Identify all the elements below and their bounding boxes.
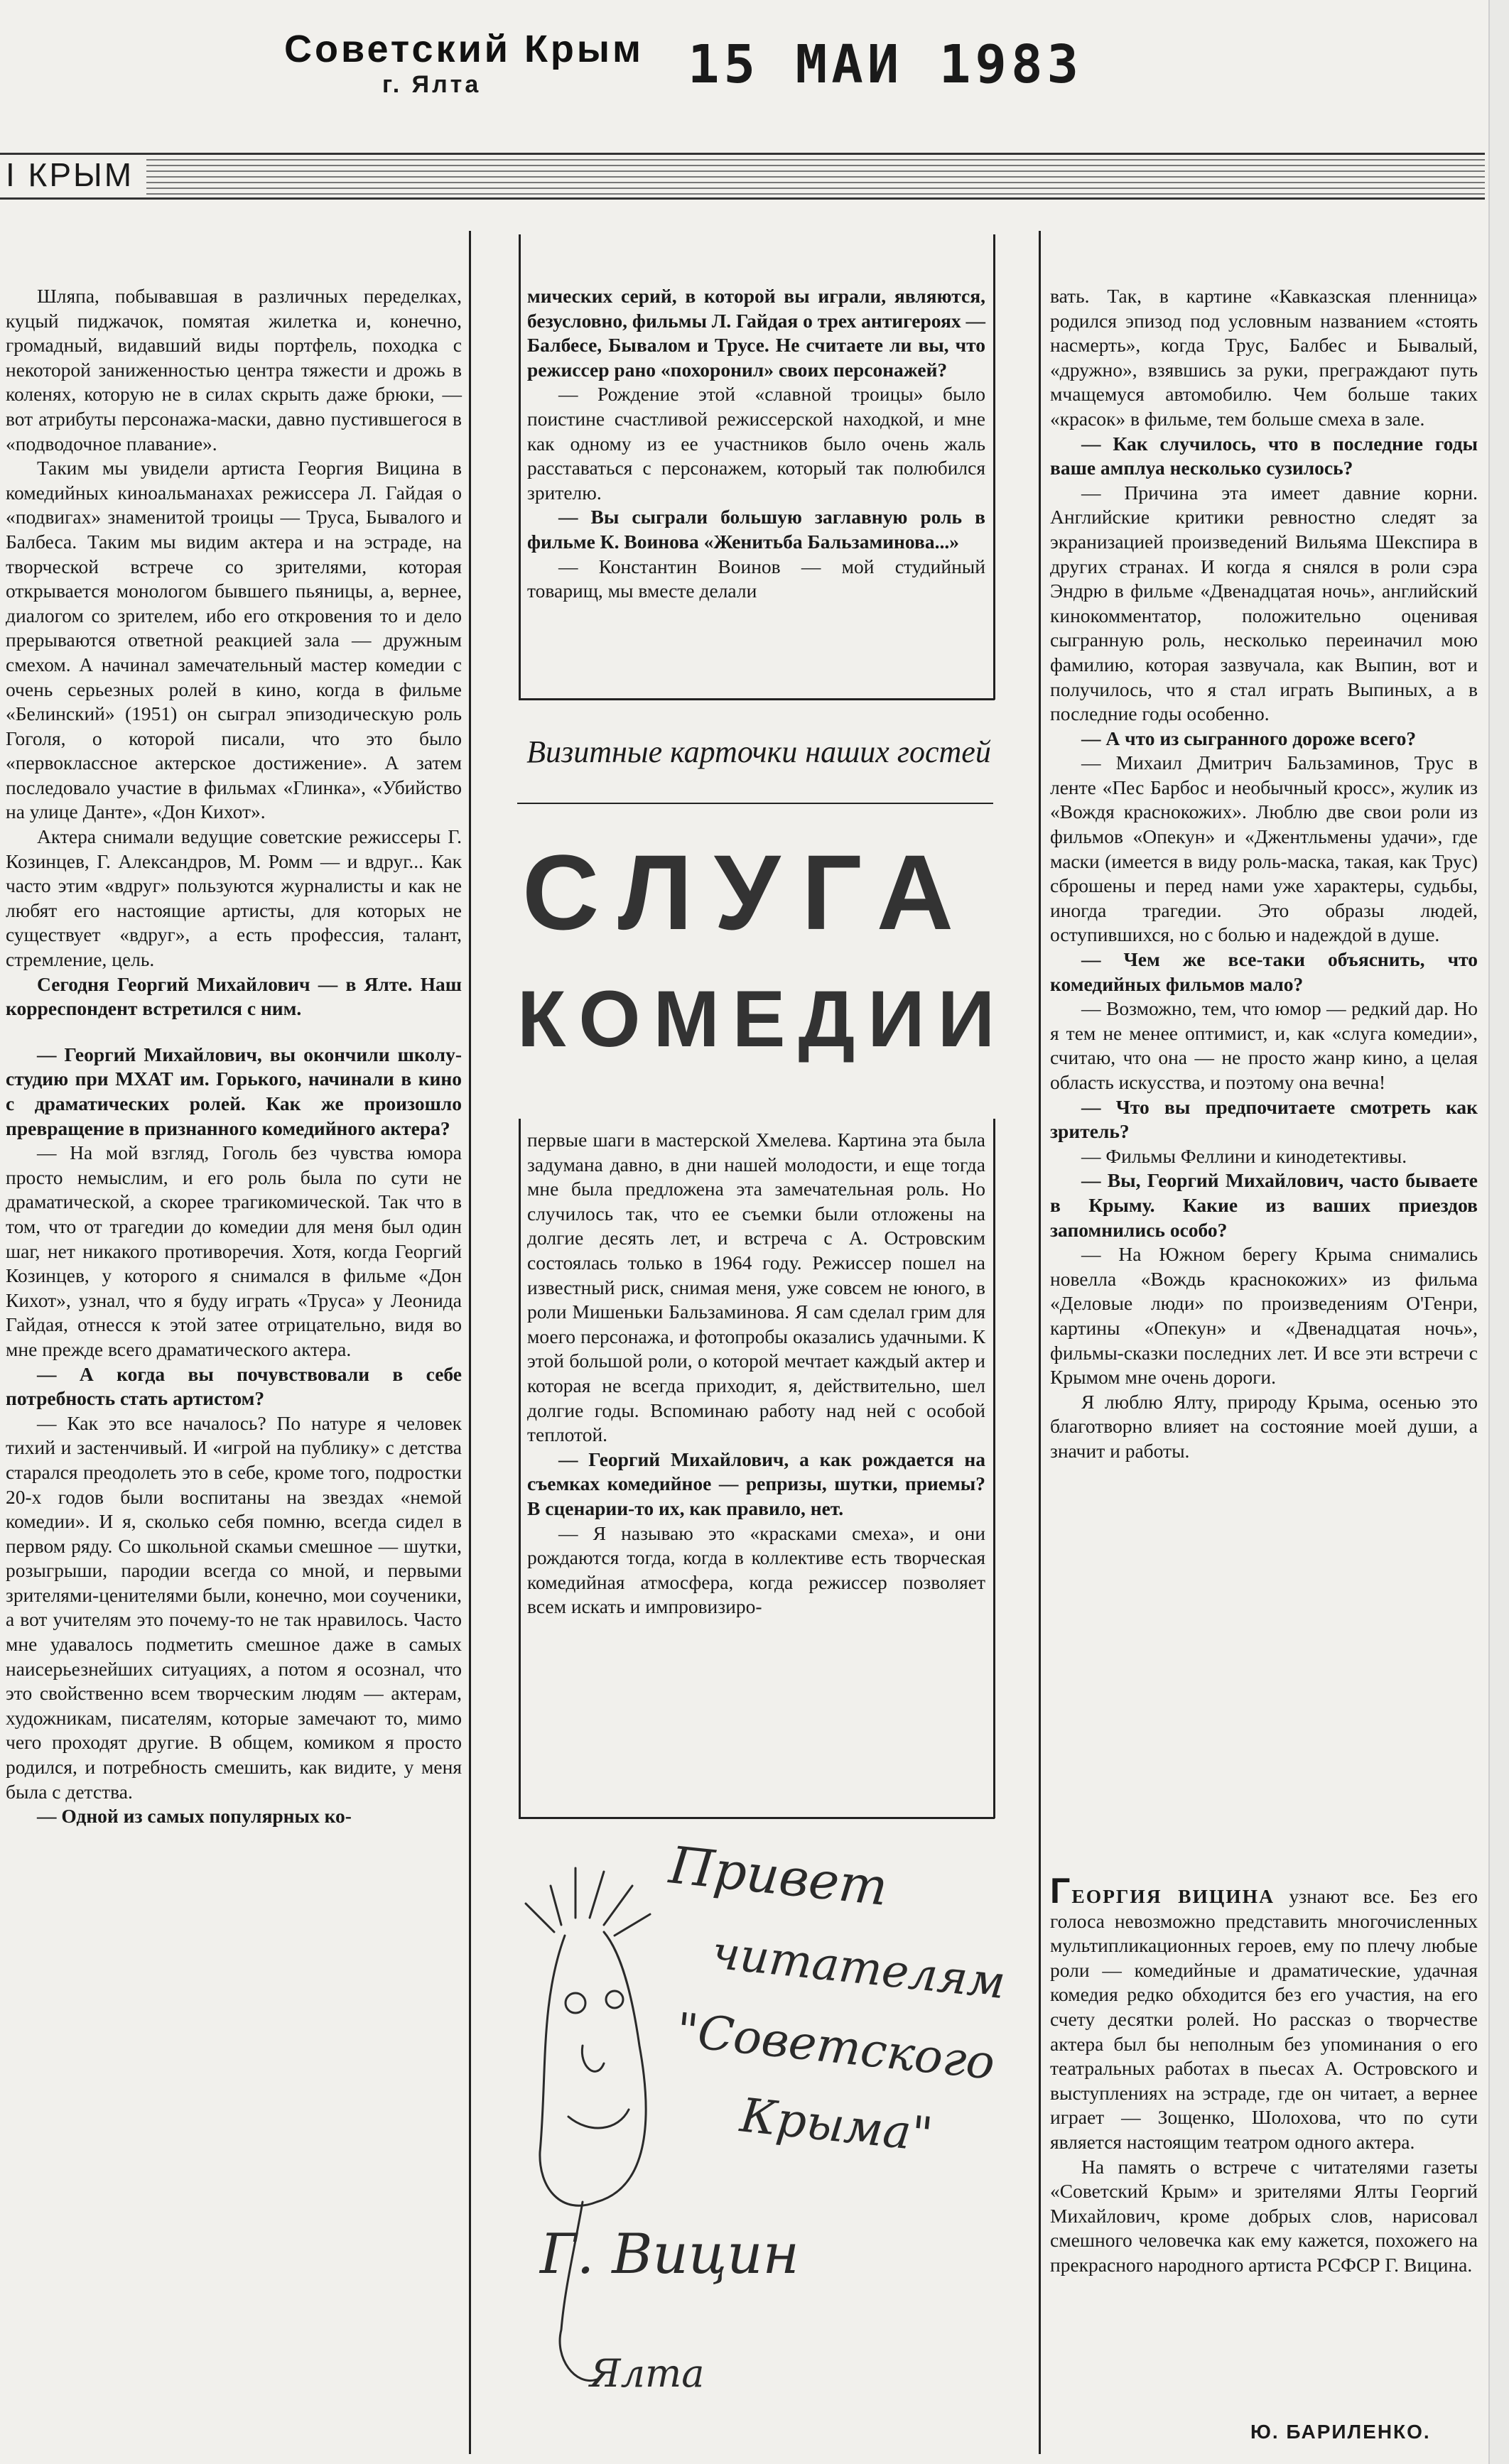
rubric: Визитные карточки наших гостей [526,734,991,769]
autograph-line-3: "Советского [674,2002,997,2090]
bio-initial: Г [1050,1871,1072,1911]
paragraph: — А когда вы почувствовали в себе потребность стать артистом? [6,1362,462,1410]
paragraph: мических серий, в которой вы играли, являются, безусловно, фильмы Л. Гайдая о трех антигероях — Балбесе, Бывалом и Трусе. Не считаете ли вы, что режиссер рано «похоронил» своих персонажей? [527,285,985,381]
stamp-newspaper-name: Советский Крым [284,28,644,70]
autograph-line-1: Привет [666,1835,891,1918]
bio-paragraph-1 [1050,1871,1478,2155]
headline-line-1: СЛУГА [522,832,975,952]
paragraph: — На Южном берегу Крыма снимались новелла «Вождь краснокожих» из фильма «Деловые люди» по произведениям О'Генри, картины «Опекун» и «Двенадцатая ночь», фильмы-сказки последних лет. И все эти встречи с Крымом мне очень дороги. [1050,1243,1478,1389]
paragraph: Актера снимали ведущие советские режиссеры Г. Козинцев, Г. Александров, М. Ромм — и вдруг... Как часто этим «вдруг» пользуются журналисты и как не любят его настоящие артисты, для которых не существует «вдруг», а есть профессия, талант, стремление, цель. [6,825,462,971]
caricature-mouth [568,2110,629,2128]
paragraph: — Возможно, тем, что юмор — редкий дар. Но я тем не менее оптимист, и, как «слуга комедии», считаю, что она — не просто жанр кино, а целая область искусства, и поэтому она вечна! [1050,997,1478,1093]
paragraph: — Константин Воинов — мой студийный товарищ, мы вместе делали [527,555,985,602]
paragraph: Я люблю Ялту, природу Крыма, осенью это благотворно влияет на состояние моей души, а значит и работы. [1050,1390,1478,1462]
bio-text-1: узнают все. Без его голоса невозможно представить многочисленных мультипликационных героев, ему по плечу любые роли — комедийные и драматические, удачная комедия редко обходится без его участия, на его счету десятки ролей. Но рассказ о творчестве актера был бы неполным без упоминания о его театральных работах в пьесах А. Островского и выступлениях на эстраде, где он читает, а вернее играет — Зощенко, Шолохова, что по сути является настоящим театром одного актера. [1050,1885,1478,2153]
paragraph: — Михаил Дмитрич Бальзаминов, Трус в ленте «Пес Барбос и необычный кросс», жулик из «Вождя краснокожих». Люблю две свои роли из фильмов «Опекун» и «Джентльмены удачи», где маски (имеется в виду роль-маска, такая, как Трус) сброшены и перед нами уже характеры, судьбы, иногда трагедии. Это образы людей, оступившихся, но с болью и надеждой в душе. [1050,751,1478,946]
paragraph: Шляпа, побывавшая в различных переделках, куцый пиджачок, помятая жилетка и, конечно, громадный, видавший виды портфель, походка с некоторой заниженностью центра тяжести и дрожь в коленях, которую не в силах скрыть даже брюки, — вот атрибуты персонажа-маски, давно пустившегося в «подводочное плавание». [6,285,462,455]
article-column-2-bottom [527,1128,985,1619]
paragraph: Таким мы увидели артиста Георгия Вицина в комедийных киноальманахах режиссера Л. Гайдая о «подвигах» знаменитой троицы — Труса, Бывалого и Балбеса. Таким мы видим актера и на эстраде, на творческой встрече со зрителями, которая открывается монологом бывшего пьяницы, а, вернее, диалогом со зрителем, ибо его откровения то и дело прерываются ответной реакцией зала — дружным смехом. А начинал замечательный мастер комедии с очень серьезных ролей в кино, когда в фильме «Белинский» (1951) он сыграл эпизодическую роль Гоголя, о которой писали, что это было «первоклассное актерское достижение». А затем последовало участие в фильмах «Глинка», «Убийство на улице Данте», «Дон Кихот». [6,457,462,823]
paragraph: — Как это все началось? По натуре я человек тихий и застенчивый. И «игрой на публику» с детства старался преодолеть это в себе, кроме того, подростки 20-х годов были воспитаны на звездах «немой комедии». И я, сколько себя помню, всегда сидел в первом ряду. Со школьной скамьи смешное — шутки, розыгрыши, пародии всегда со мной, и первыми зрителями-ценителями были, конечно, мои соученики, а вот учителям это почему-то не так нравилось. Часто мне удавалось подметить смешное даже в самых наисерьезнейших ситуациях, а потом я осознал, что это свойственно всем творческим людям — актерам, художникам, писателям, которые замечают то, мимо чего проходят другие. В общем, комиком я просто родился, и потребность смешить, как видите, у меня была с детства. [6,1411,462,1803]
autograph-signature: Г. Вицин [540,2223,799,2286]
column-rule [517,803,993,804]
autograph-line-4: Крыма" [737,2088,936,2163]
column-rule [519,234,521,700]
caricature-nose [582,2046,604,2071]
article-column-3 [1050,284,1478,1464]
masthead-band [0,153,1485,200]
column-rule [519,1119,521,1818]
paragraph: — Чем же все-таки объяснить, что комедийных фильмов мало? [1050,948,1478,995]
author-byline: Ю. БАРИЛЕНКО. [1250,2421,1431,2443]
column-rule [993,234,995,700]
paragraph: — А что из сыгранного дороже всего? [1081,727,1417,749]
caricature-hair [526,1868,650,1936]
paragraph: — Вы, Георгий Михайлович, часто бываете в Крыму. Какие из ваших приездов запомнились особо? [1050,1169,1478,1241]
paragraph: — На мой взгляд, Гоголь без чувства юмора просто немыслим, и его роль была по сути не драматической, а скорее трагикомической. Так что в том, что от трагедии до комедии для меня был один шаг, нет никакого противоречия. Хотя, когда Георгий Козинцев, у которого я снимался в фильме «Дон Кихот», узнал, что я буду играть «Труса» у Леонида Гайдая, отнесся к этой затее отрицательно, видя во мне прежде всего драматического актера. [6,1141,462,1360]
bio-paragraph-2: На память о встрече с читателями газеты «Советский Крым» и зрителями Ялты Георгий Михайлович, кроме добрых слов, нарисовал смешного человечка как ему кажется, похожего на прекрасного народного артиста РСФСР Г. Вицина. [1050,2155,1478,2276]
paragraph: — Фильмы Феллини и кинодетективы. [1081,1144,1407,1167]
column-rule [469,231,471,2454]
paragraph: — Георгий Михайлович, а как рождается на съемках комедийное — репризы, шутки, приемы? В сценарии-то их, как правило, нет. [527,1448,985,1519]
paragraph: Сегодня Георгий Михайлович — в Ялте. Наш корреспондент встретился с ним. [6,972,462,1020]
paragraph: — Вы сыграли большую заглавную роль в фильме К. Воинова «Женитьба Бальзаминова...» [527,506,985,553]
paragraph: — Георгий Михайлович, вы окончили школу-студию при МХАТ им. Горького, начинали в кино с драматических ролей. Как же произошло превращение в признанного комедийного актера? [6,1043,462,1139]
autograph-drawing [497,1818,1009,2443]
article-column-1 [6,284,462,1829]
caricature-head-outline [540,1932,646,2205]
autograph-line-2: читателям [709,1926,1008,2010]
paragraph: первые шаги в мастерской Хмелева. Картина эта была задумана давно, в дни нашей молодости, и еще тогда мне была предложена эта замечательная роль. Но случилось так, что ее съемки были отложены на долгие десять лет, и встреча с А. Островским состоялась только в 1964 году. Режиссер пошел на известный риск, снимая меня, уже совсем не юного, в роли Мишеньки Бальзаминова. Я сам сделал грим для моего персонажа, и фотопробы оказались удачными. К этой большой роли, о которой мечтает каждый актер и которая не всегда приходит, я, действительно, шел долгие годы. Вспоминаю работу над ней с особой теплотой. [527,1129,985,1446]
autograph-place: Ялта [590,2351,705,2396]
column-rule [1039,231,1041,2454]
paragraph: — Что вы предпочитаете смотреть как зритель? [1050,1095,1478,1143]
caricature-eye [566,1993,585,2013]
paragraph: — Причина эта имеет давние корни. Английские критики ревностно следят за экранизацией произведений Вильяма Шекспира в других странах. И когда я снялся в роли сэра Эндрю в фильме «Двенадцатая ночь», английский кинокомментатор, положительно оценивая сыгранную роль, несколько переиначил мою фамилию, которая зазвучала, как Выпин, вот и получилось, что я стал играть Выпиных, а в последние годы особенно. [1050,481,1478,725]
column-rule [519,698,995,700]
masthead-title: I КРЫМ [0,155,146,195]
headline-line-2: КОМЕДИИ [517,975,1008,1063]
paragraph: — Как случилось, что в последние годы ваше амплуа несколько сузилось? [1050,432,1478,479]
bio-name: ЕОРГИЯ ВИЦИНА [1071,1885,1275,1907]
bio-block [1050,1871,1478,2278]
paragraph: вать. Так, в картине «Кавказская пленница» родился эпизод под условным названием «стоять насмерть», когда Трус, Балбес и Бывалый, «дружно», взявшись за руки, преграждают путь мчащемуся автомобилю. Чем больше таких «красок» в фильме, тем больше смеха в зале. [1050,285,1478,430]
stamp-city: г. Ялта [382,71,482,98]
article-column-2-top [527,284,985,604]
paragraph: — Я называю это «красками смеха», и они рождаются тогда, когда в коллективе есть творческая комедийная атмосфера, когда режиссер позволяет всем искать и импровизиро- [527,1521,985,1618]
column-rule [993,1119,995,1818]
caricature-eye [606,1991,623,2008]
stamp-date: 15 МАИ 1983 [688,34,1083,95]
paragraph: — Одной из самых популярных ко- [37,1805,352,1828]
paragraph: — Рождение этой «славной троицы» было поистине счастливой режиссерской находкой, и мне как одному из ее участников было очень жаль расставаться с персонажем, который так полюбился зрителю. [527,383,985,504]
